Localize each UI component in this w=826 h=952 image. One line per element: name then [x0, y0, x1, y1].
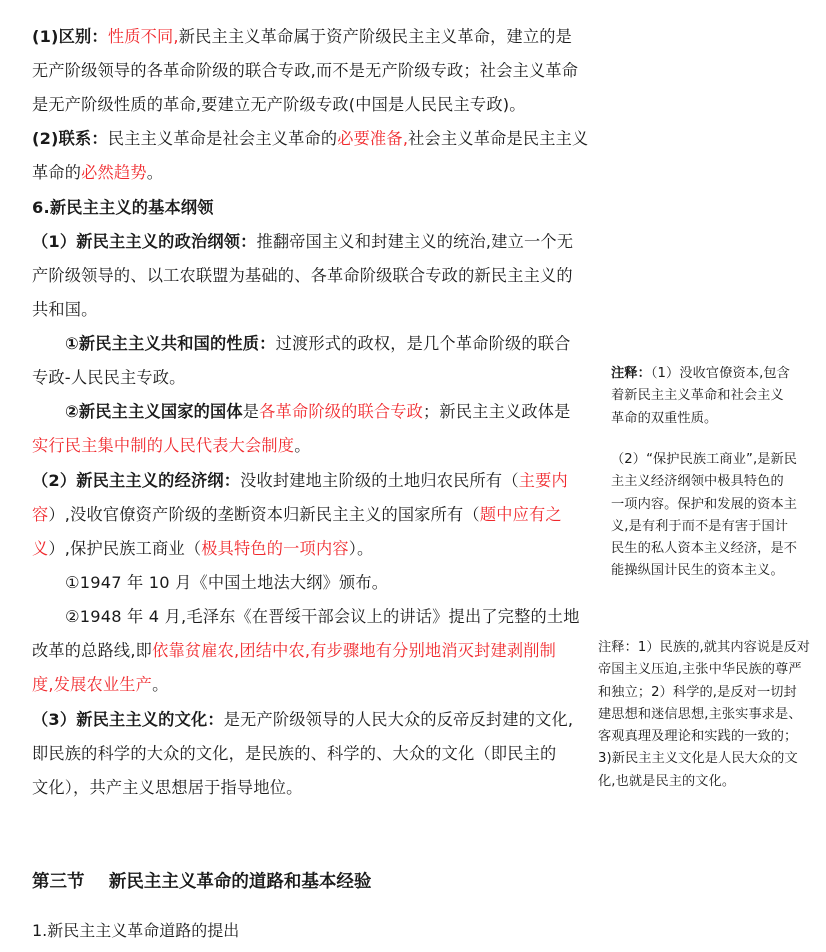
side-note-1: [611, 363, 790, 430]
connection-label: (2)联系：: [32, 129, 108, 148]
culture-line-2: 即民族的科学的大众的文化，是民族的、科学的、大众的文化（即民主的: [32, 744, 557, 763]
body-text: 。: [294, 436, 311, 455]
body-text: 没收封建地主阶级的土地归农民所有（: [240, 471, 519, 490]
republic-nature-label: ①新民主主义共和国的性质：: [65, 334, 276, 353]
side-note-3: [598, 637, 810, 793]
body-text: 革命的: [32, 163, 82, 182]
note-text: 民生的私人资本主义经济，是不: [611, 541, 798, 557]
distinction-line-2: 无产阶级领导的各革命阶级的联合专政,而不是无产阶级专政；社会主义革命: [32, 61, 579, 80]
body-text: 过渡形式的政权，是几个革命阶级的联合: [275, 334, 571, 353]
land-reform-line-3: [32, 674, 168, 696]
economic-program-label: （2）新民主主义的经济纲：: [32, 471, 241, 490]
political-program-label: （1）新民主主义的政治纲领：: [32, 232, 257, 251]
note-text: 主主义经济纲领中极具特色的: [611, 474, 784, 490]
economic-program-line-2: [32, 504, 562, 526]
highlight-text: 度,发展农业生产: [32, 675, 153, 694]
note-text: 一项内容。保护和发展的资本主: [611, 496, 798, 512]
note-text: 和独立；2）科学的,是反对一切封: [598, 684, 797, 700]
note-label: 注释：: [611, 366, 651, 381]
highlight-text: 必要准备,: [337, 129, 409, 148]
note-text: 化,也就是民主的文化。: [598, 773, 736, 789]
land-law-1947: ①1947 年 10 月《中国土地法大纲》颁布。: [65, 573, 389, 592]
culture-line-1: [32, 709, 573, 731]
political-program-line-1: [32, 231, 573, 253]
body-text: ）,没收官僚资产阶级的垄断资本归新民主主义的国家所有（: [48, 505, 480, 524]
note-text: （1）没收官僚资本,包含: [650, 366, 790, 381]
highlight-text: 极具特色的一项内容: [201, 539, 349, 558]
body-text: 是: [242, 402, 260, 421]
state-system-line-1: [65, 401, 571, 423]
side-note-2: [611, 449, 797, 583]
connection-line-2: [32, 162, 163, 184]
highlight-text: 题中应有之: [479, 505, 562, 524]
note-text: 革命的双重性质。: [611, 410, 718, 426]
distinction-line-1: [32, 26, 572, 48]
distinction-line-3: 是无产阶级性质的革命,要建立无产阶级专政(中国是人民民主专政)。: [32, 95, 526, 114]
body-text: ）,保护民族工商业（: [48, 539, 202, 558]
culture-line-3: 文化），共产主义思想居于指导地位。: [32, 778, 303, 797]
sub-heading: 1.新民主主义革命道路的提出: [32, 921, 240, 940]
economic-program-line-3: [32, 538, 373, 560]
body-text: 社会主义革命是民主主义: [408, 129, 589, 148]
section-title: 第三节 新民主主义革命的道路和基本经验: [32, 872, 372, 892]
highlight-text: 性质不同,: [107, 27, 179, 46]
culture-label: （3）新民主主义的文化：: [32, 710, 224, 729]
highlight-text: 必然趋势: [81, 163, 147, 182]
body-text: 新民主主义革命属于资产阶级民主主义革命，建立的是: [178, 27, 573, 46]
highlight-text: 主要内: [518, 471, 568, 490]
republic-nature-line-2: 专政-人民民主专政。: [32, 368, 186, 387]
note-text: 客观真理及理论和实践的一致的；: [598, 729, 798, 745]
note-text: 义,是有利于而不是有害于国计: [611, 518, 789, 534]
distinction-label: (1)区别：: [32, 27, 108, 46]
highlight-text: 义: [32, 539, 49, 558]
highlight-text: 容: [32, 505, 49, 524]
economic-program-line-1: [32, 470, 568, 492]
state-system-line-2: [32, 435, 311, 457]
political-program-line-2: 产阶级领导的、以工农联盟为基础的、各革命阶级联合专政的新民主主义的: [32, 266, 573, 285]
note-text: 着新民主主义革命和社会主义: [611, 388, 784, 404]
note-text: 能操纵国计民生的资本主义。: [611, 563, 784, 579]
heading-basic-program: 6.新民主主义的基本纲领: [32, 198, 214, 217]
highlight-text: 各革命阶级的联合专政: [259, 402, 424, 421]
note-text: （2）“保护民族工商业”,是新民: [611, 452, 798, 467]
body-text: ；新民主主义政体是: [423, 402, 571, 421]
body-text: 。: [152, 675, 169, 694]
republic-nature-line-1: [65, 333, 571, 355]
body-text: 改革的总路线,即: [32, 641, 153, 660]
note-text: 3)新民主主义文化是人民大众的文: [598, 751, 798, 767]
body-text: 是无产阶级领导的人民大众的反帝反封建的文化,: [223, 710, 574, 729]
connection-line-1: [32, 128, 588, 150]
highlight-text: 依靠贫雇农,团结中农,有步骤地有分别地消灭封建剥削制: [152, 641, 557, 660]
note-text: 建思想和迷信思想,主张实事求是、: [598, 706, 802, 722]
political-program-line-3: 共和国。: [32, 300, 98, 319]
body-text: 。: [146, 163, 164, 182]
land-reform-line-1: ②1948 年 4 月,毛泽东《在晋绥干部会议上的讲话》提出了完整的土地: [65, 607, 580, 626]
highlight-text: 实行民主集中制的人民代表大会制度: [32, 436, 295, 455]
land-reform-line-2: [32, 640, 556, 662]
note-text: 注释：1）民族的,就其内容说是反对: [598, 640, 811, 655]
state-system-label: ②新民主主义国家的国体: [65, 402, 243, 421]
body-text: 民主主义革命是社会主义革命的: [107, 129, 338, 148]
body-text: ）。: [348, 539, 374, 558]
note-text: 帝国主义压迫,主张中华民族的尊严: [598, 662, 802, 678]
body-text: 推翻帝国主义和封建主义的统治,建立一个无: [256, 232, 574, 251]
